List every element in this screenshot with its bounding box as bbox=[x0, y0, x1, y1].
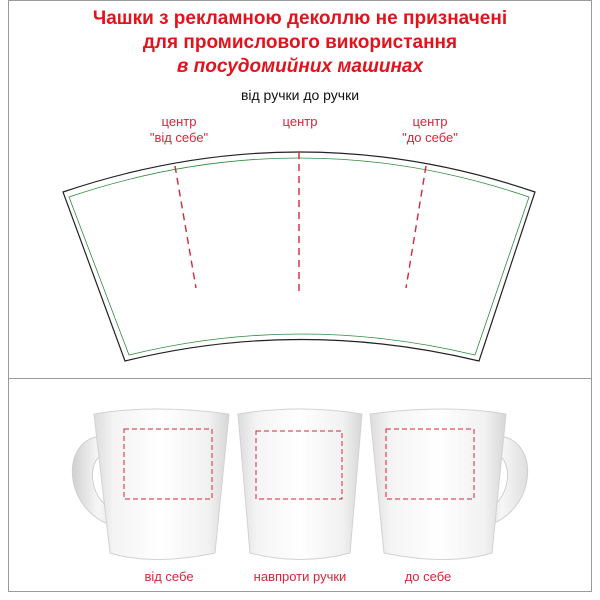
marker-center-away-line1: центр bbox=[161, 114, 197, 129]
warning-heading-line1: Чашки з рекламною деколлю не призначені bbox=[92, 8, 508, 29]
mug-body bbox=[370, 409, 506, 560]
mug-view-away bbox=[72, 409, 229, 560]
marker-center-away-line2: "від себе" bbox=[149, 130, 209, 145]
mug-body bbox=[94, 409, 229, 560]
caption-opposite-handle: навпроти ручки bbox=[253, 569, 347, 584]
marker-center-toward-line1: центр bbox=[412, 114, 448, 129]
mug-body bbox=[238, 409, 362, 560]
template-subtitle: від ручки до ручки bbox=[240, 87, 360, 103]
guide-line-toward bbox=[406, 166, 426, 288]
marker-center-toward-line2: "до себе" bbox=[402, 130, 458, 145]
decal-outline-inner bbox=[69, 158, 529, 355]
mug-view-toward bbox=[370, 409, 528, 560]
caption-away: від себе bbox=[144, 569, 194, 584]
warning-heading-line2: для промислового використання bbox=[142, 32, 458, 53]
caption-toward: до себе bbox=[404, 569, 452, 584]
decal-outline-outer bbox=[63, 152, 535, 361]
mug-view-front bbox=[238, 409, 362, 560]
guide-line-away bbox=[175, 166, 196, 288]
warning-heading-line3: в посудомийних машинах bbox=[176, 56, 424, 77]
marker-center-middle-line1: центр bbox=[282, 114, 318, 129]
